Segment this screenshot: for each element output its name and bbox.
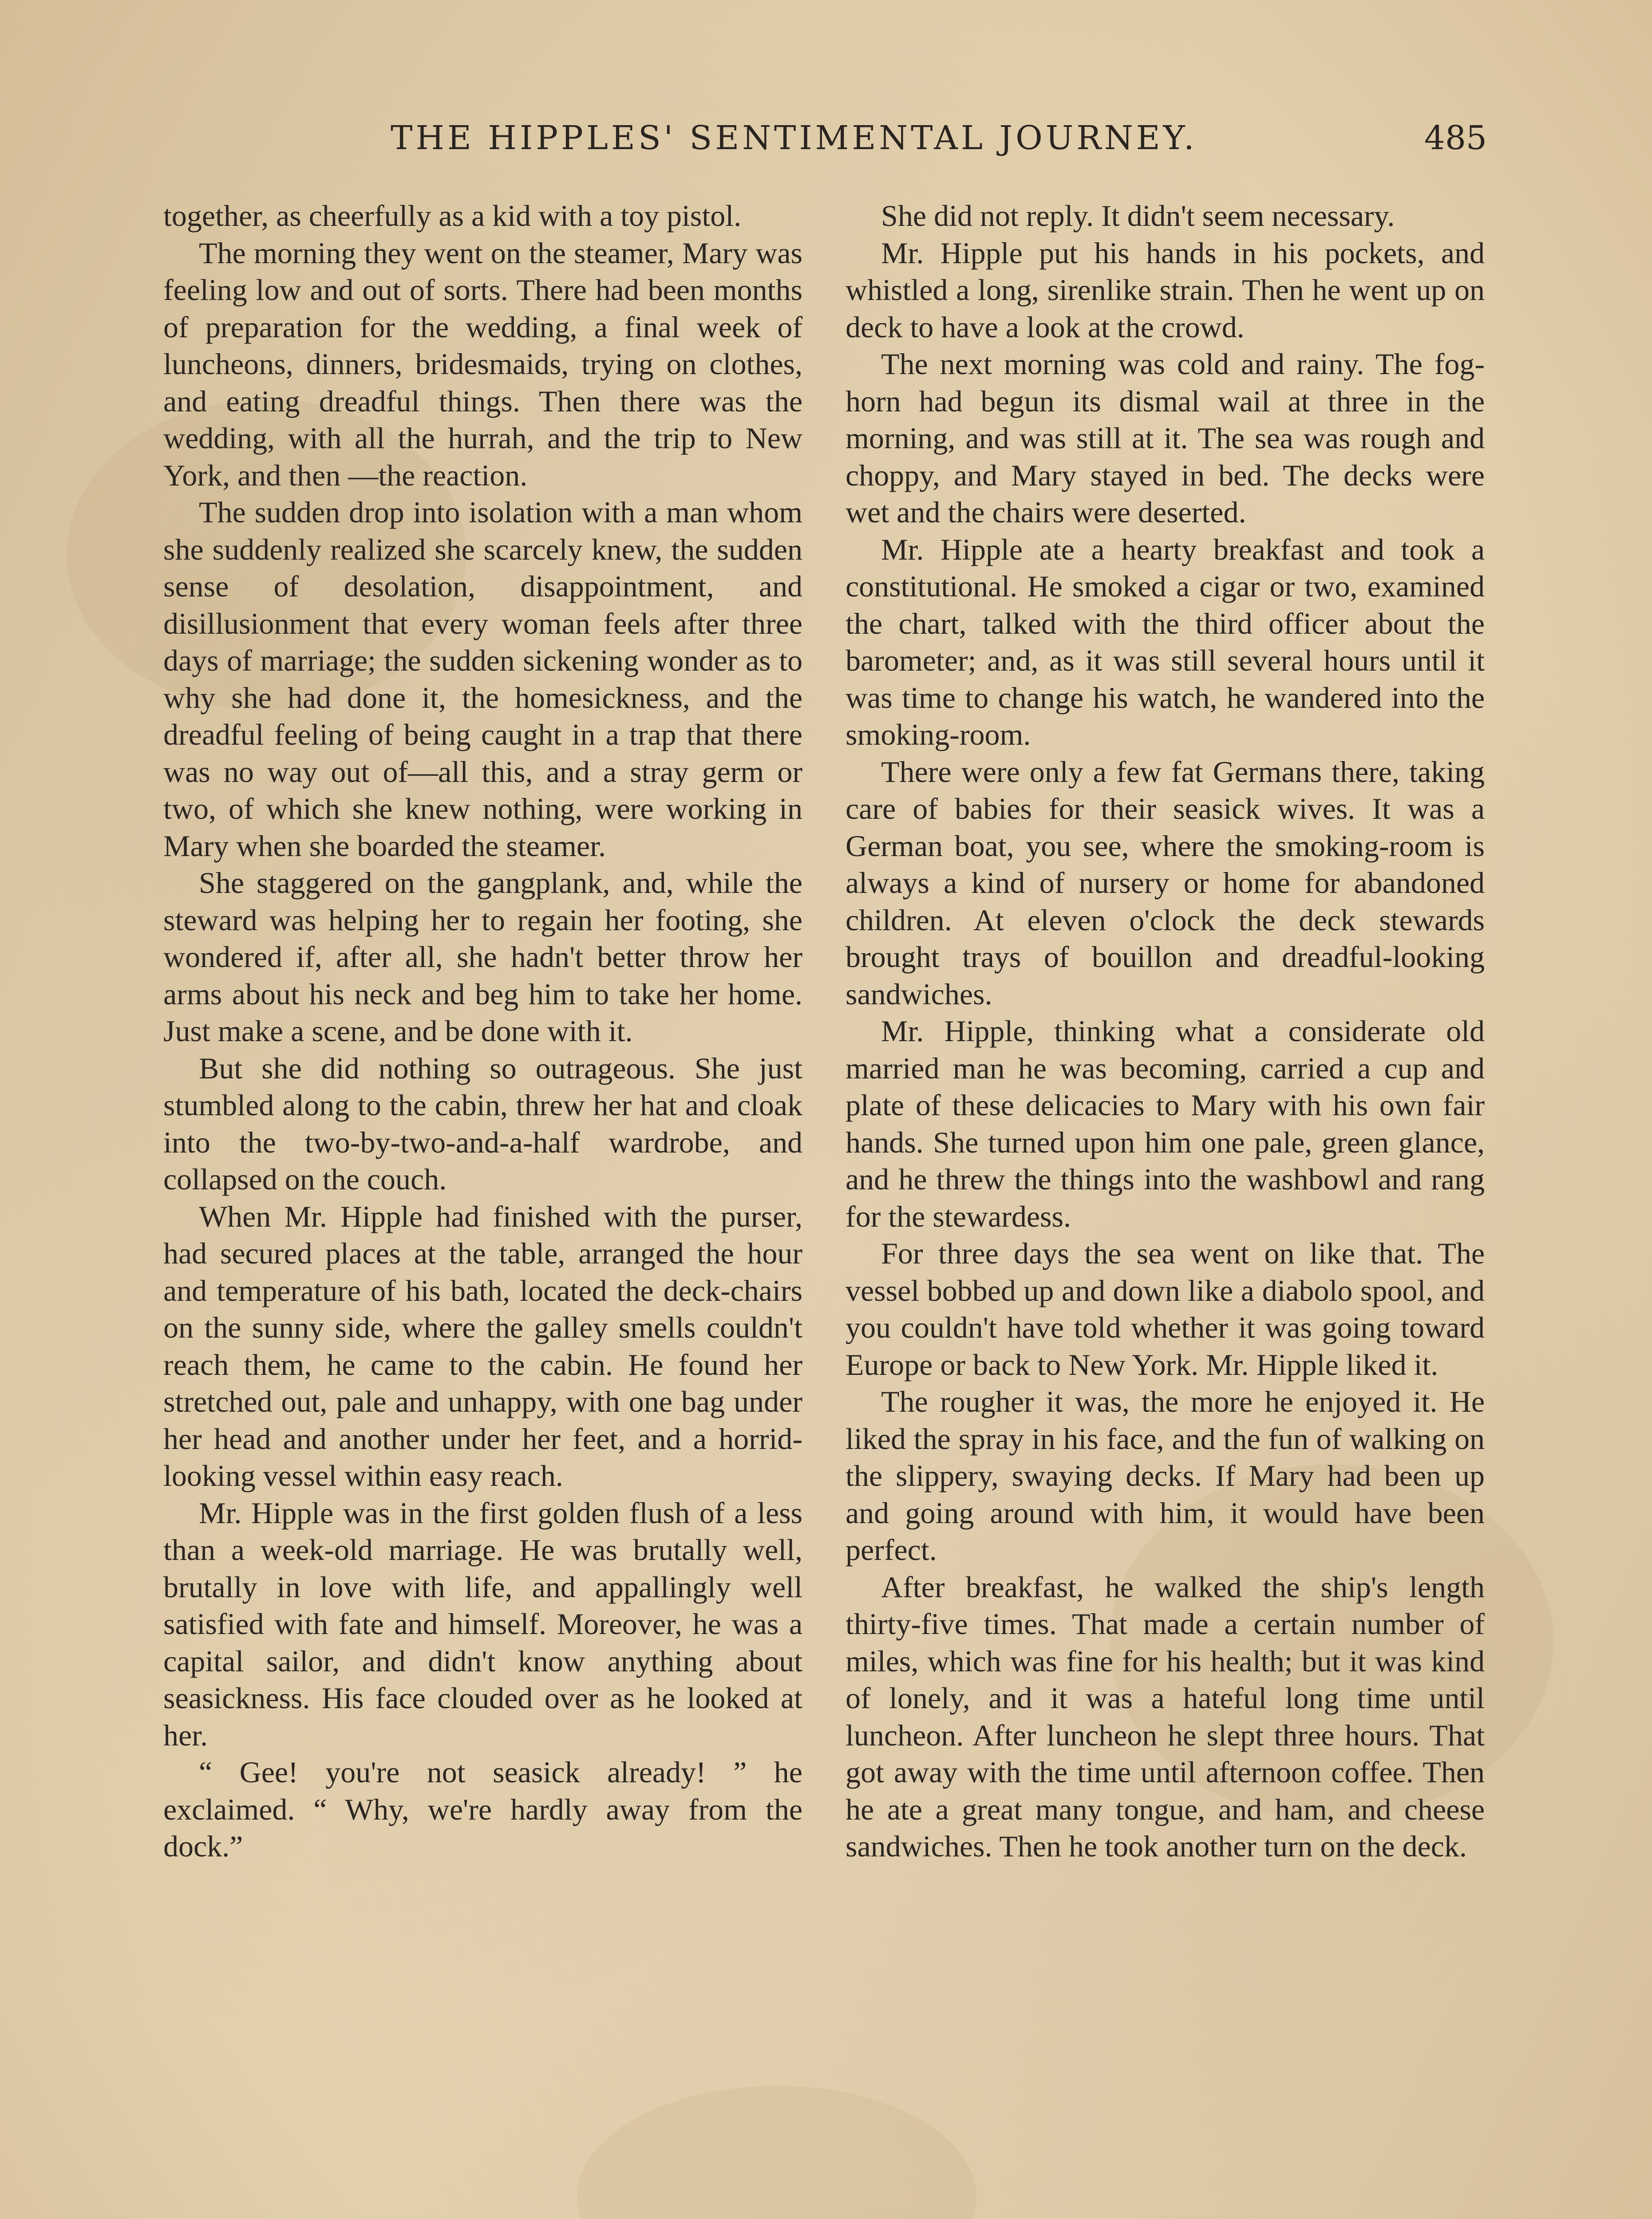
paragraph: For three days the sea went on like that. The vessel bobbed up and down like a diabolo spool, and you couldn't have told whether it was going toward Europe or back to New York. Mr. Hipple liked it. bbox=[846, 1236, 1485, 1382]
right-column bbox=[846, 197, 1485, 1865]
paragraph: But she did nothing so outrageous. She just stumbled along to the cabin, threw her hat and cloak into the two-by-two-and-a-half wardrobe, and collapsed on the couch. bbox=[163, 1051, 802, 1196]
paragraph: Mr. Hipple, thinking what a considerate old married man he was becoming, carried a cup and plate of these delicacies to Mary with his own fair hands. She turned upon him one pale, green glance, and he threw the things into the washbowl and rang for the stewardess. bbox=[846, 1014, 1485, 1233]
paragraph: After breakfast, he walked the ship's length thirty-five times. That made a certain number of miles, which was fine for his health; but it was kind of lonely, and it was a hateful long time until luncheon. After luncheon he slept three hours. That got away with the time until afternoon coffee. Then he ate a great many tongue, and ham, and cheese sandwiches. Then he took another turn on the deck. bbox=[846, 1570, 1485, 1863]
page-number: 485 bbox=[1424, 119, 1487, 157]
paragraph: The rougher it was, the more he enjoyed it. He liked the spray in his face, and the fun of walking on the slippery, swaying decks. If Mary had been up and going around with him, it would have been perfect. bbox=[846, 1385, 1485, 1567]
paragraph: When Mr. Hipple had finished with the purser, had secured places at the table, arranged the hour and temperature of his bath, located the deck-chairs on the sunny side, where the galley smells couldn't reach them, he came to the cabin. He found her stretched out, pale and unhappy, with one bag under her head and another under her feet, and a horrid-looking vessel within easy reach. bbox=[163, 1199, 802, 1492]
paragraph: There were only a few fat Germans there, taking care of babies for their seasick wives. It was a German boat, you see, where the smoking-room is always a kind of nursery or home for abandoned children. At eleven o'clock the deck stewards brought trays of bouillon and dreadful-looking sandwiches. bbox=[846, 754, 1485, 1011]
paragraph: Mr. Hipple put his hands in his pockets, and whistled a long, sirenlike strain. Then he went up on deck to have a look at the crowd. bbox=[846, 236, 1485, 344]
paragraph: “ Gee! you're not seasick already! ” he exclaimed. “ Why, we're hardly away from the dock.” bbox=[163, 1755, 802, 1863]
paper-stain bbox=[577, 2086, 976, 2219]
paragraph: The sudden drop into isolation with a man whom she suddenly realized she scarcely knew, the sudden sense of desolation, disappointment, and disillusionment that every woman feels after three days of marriage; the sudden sickening wonder as to why she had done it, the homesickness, and the dreadful feeling of being caught in a trap that there was no way out of—all this, and a stray germ or two, of which she knew nothing, were working in Mary when she boarded the steamer. bbox=[163, 495, 802, 863]
paragraph: together, as cheerfully as a kid with a toy pistol. bbox=[163, 199, 742, 233]
running-title: THE HIPPLES' SENTIMENTAL JOURNEY. bbox=[391, 119, 1198, 157]
paragraph: She did not reply. It didn't seem necessary. bbox=[881, 199, 1395, 233]
paragraph: Mr. Hipple ate a hearty breakfast and took a constitutional. He smoked a cigar or two, examined the chart, talked with the third officer about the barometer; and, as it was still several hours until it was time to change his watch, he wandered into the smoking-room. bbox=[846, 532, 1485, 751]
page-header bbox=[160, 119, 1487, 168]
paragraph: Mr. Hipple was in the first golden flush of a less than a week-old marriage. He was brutally well, brutally in love with life, and appallingly well satisfied with fate and himself. Moreover, he was a capital sailor, and didn't know anything about seasickness. His face clouded over as he looked at her. bbox=[163, 1496, 802, 1752]
left-column bbox=[163, 197, 802, 1865]
paragraph: She staggered on the gangplank, and, while the steward was helping her to regain her footing, she wondered if, after all, she hadn't better throw her arms about his neck and beg him to take her home. Just make a scene, and be done with it. bbox=[163, 866, 802, 1048]
paragraph: The next morning was cold and rainy. The fog-horn had begun its dismal wail at three in the morning, and was still at it. The sea was rough and choppy, and Mary stayed in bed. The decks were wet and the chairs were deserted. bbox=[846, 347, 1485, 529]
paragraph: The morning they went on the steamer, Mary was feeling low and out of sorts. There had been months of preparation for the wedding, a final week of luncheons, dinners, bridesmaids, trying on clothes, and eating dreadful things. Then there was the wedding, with all the hurrah, and the trip to New York, and then —the reaction. bbox=[163, 236, 802, 492]
